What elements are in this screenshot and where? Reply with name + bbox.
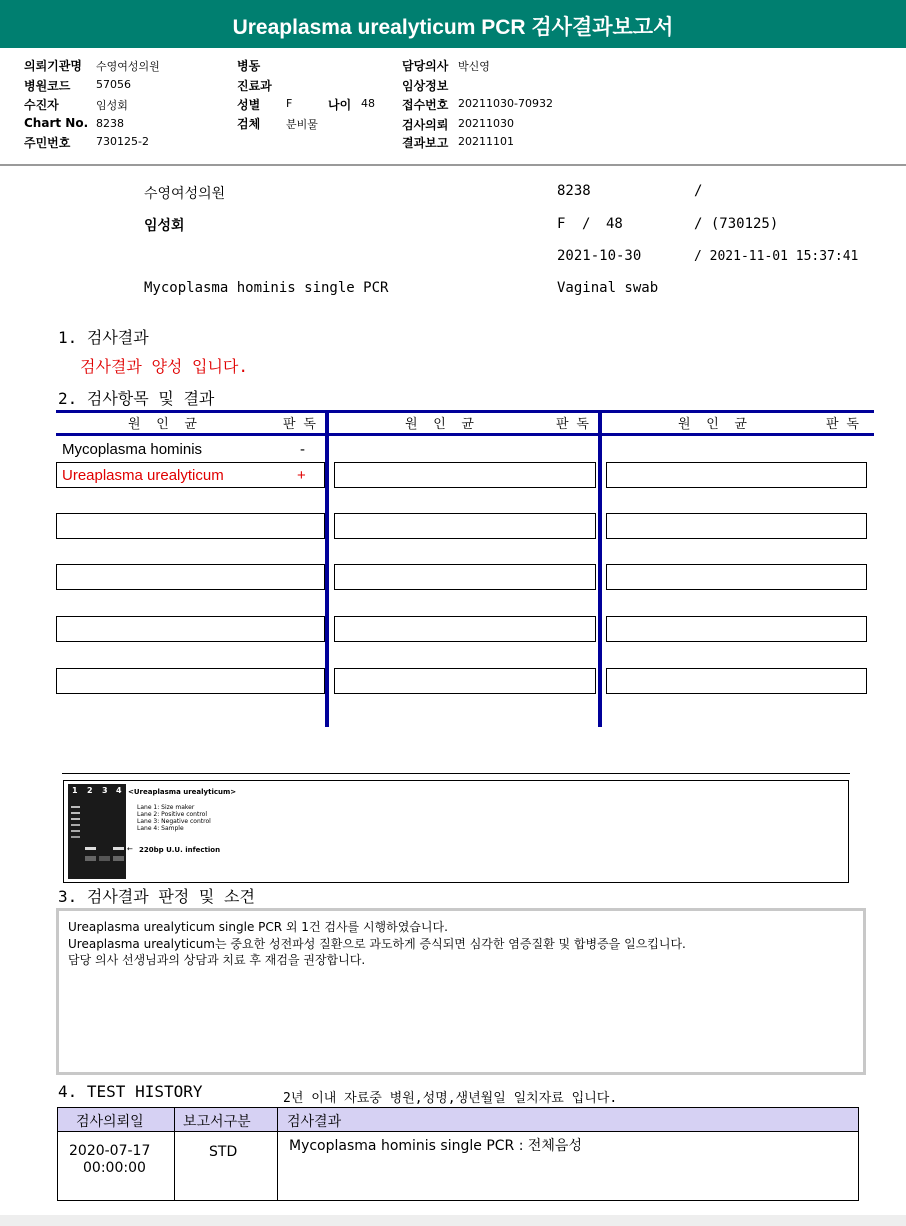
gel-band-label: 220bp U.U. infection [139, 846, 221, 854]
resident-no-value: 730125-2 [96, 135, 149, 148]
summary-report-datetime: / 2021-11-01 15:37:41 [694, 249, 859, 264]
gel-legend-4: Lane 4: Sample [137, 825, 184, 832]
receipt-no-value: 20211030-70932 [458, 97, 553, 110]
history-note: 2년 이내 자료중 병원,성명,생년월일 일치자료 입니다. [283, 1091, 618, 1106]
result-cell-1-5 [56, 616, 325, 642]
history-col-divider-1 [174, 1108, 175, 1200]
ward-label: 병동 [237, 59, 261, 73]
col-header-organism-1: 원 인 균 [128, 417, 197, 432]
section1-result: 검사결과 양성 입니다. [80, 357, 249, 376]
summary-sex: F [557, 216, 566, 232]
primer-dimer-band [85, 856, 96, 861]
patient-value: 임성회 [96, 99, 128, 112]
gel-legend-3: Lane 3: Negative control [137, 818, 211, 825]
gel-lane-1: 1 [72, 786, 78, 795]
summary-sex-age-separator: / [582, 216, 591, 232]
resident-no-label: 주민번호 [24, 136, 71, 150]
hospital-code-value: 57056 [96, 78, 131, 91]
result-cell-3-5 [606, 616, 867, 642]
ladder-band [71, 818, 80, 820]
conclusion-line-2: Ureaplasma urealyticum는 중요한 성전파성 질환으로 과도하게 증식되면 심각한 염증질환 및 합병증을 일으킵니다. [68, 937, 686, 951]
gel-title: <Ureaplasma urealyticum> [128, 788, 237, 796]
history-col-divider-2 [277, 1108, 278, 1200]
col-header-judge-2: 판 독 [556, 417, 589, 432]
result-cell-1-4 [56, 564, 325, 590]
summary-chart: 8238 [557, 183, 591, 199]
organism-judgement-2: + [297, 467, 306, 484]
section2-title: 2. 검사항목 및 결과 [58, 389, 215, 408]
age-value: 48 [361, 97, 375, 110]
gel-lane-4: 4 [116, 786, 122, 795]
table-divider-2 [598, 410, 602, 727]
conclusion-line-3: 담당 의사 선생님과의 상담과 치료 후 재검을 권장합니다. [68, 953, 366, 967]
age-label: 나이 [328, 98, 352, 112]
ladder-band [71, 824, 80, 826]
history-table [57, 1107, 859, 1201]
report-date-label: 결과보고 [402, 136, 449, 150]
request-date-label: 검사의뢰 [402, 118, 449, 132]
result-cell-2-4 [334, 564, 596, 590]
positive-control-band [85, 847, 96, 850]
history-row-type: STD [209, 1144, 238, 1160]
col-header-organism-3: 원 인 균 [678, 417, 747, 432]
summary-specimen: Vaginal swab [557, 280, 659, 296]
summary-request-date: 2021-10-30 [557, 248, 642, 264]
history-header-type: 보고서구분 [183, 1114, 251, 1130]
gel-image [68, 784, 126, 879]
section3-title: 3. 검사결과 판정 및 소견 [58, 887, 255, 906]
institution-label: 의뢰기관명 [24, 59, 82, 73]
gel-lane-2: 2 [87, 786, 93, 795]
history-header-date: 검사의뢰일 [76, 1114, 144, 1130]
report-date-value: 20211101 [458, 135, 514, 148]
section4-title: 4. TEST HISTORY [58, 1082, 203, 1101]
receipt-no-label: 접수번호 [402, 98, 449, 112]
summary-slash: / [694, 183, 703, 199]
patient-label: 수진자 [24, 98, 59, 112]
sex-value: F [286, 97, 293, 110]
history-header-result: 검사결과 [287, 1114, 342, 1130]
chart-no-label: Chart No. [24, 116, 89, 130]
summary-resident: / (730125) [694, 216, 779, 232]
section1-title: 1. 검사결과 [58, 328, 149, 347]
department-label: 진료과 [237, 79, 272, 93]
gel-lane-3: 3 [102, 786, 108, 795]
primer-dimer-band [113, 856, 124, 861]
organism-judgement-1: - [300, 441, 305, 458]
col-header-judge-3: 판 독 [826, 417, 859, 432]
request-date-value: 20211030 [458, 117, 514, 130]
ladder-band [71, 806, 80, 808]
report-title: Ureaplasma urealyticum PCR 검사결과보고서 [0, 0, 906, 48]
gel-legend-1: Lane 1: Size maker [137, 804, 195, 811]
history-row-time: 00:00:00 [83, 1160, 146, 1176]
sex-label: 성별 [237, 98, 261, 112]
gel-top-rule [62, 773, 850, 774]
history-header-row [58, 1108, 858, 1132]
doctor-value: 박신영 [458, 60, 490, 73]
chart-no-value: 8238 [96, 117, 124, 130]
primer-dimer-band [99, 856, 110, 861]
clinical-info-label: 임상정보 [402, 79, 449, 93]
result-cell-3-2 [606, 462, 867, 488]
summary-patient: 임성회 [144, 218, 185, 234]
organism-name-2: Ureaplasma urealyticum [62, 467, 224, 484]
history-row-date: 2020-07-17 [69, 1143, 151, 1159]
result-cell-2-6 [334, 668, 596, 694]
result-cell-3-4 [606, 564, 867, 590]
specimen-label: 검체 [237, 117, 261, 131]
specimen-value: 분비물 [286, 118, 318, 131]
history-row-result: Mycoplasma hominis single PCR : 전체음성 [289, 1138, 582, 1154]
result-cell-1-3 [56, 513, 325, 539]
patient-info-panel [0, 48, 906, 166]
result-cell-2-2 [334, 462, 596, 488]
result-cell-3-3 [606, 513, 867, 539]
sample-band [113, 847, 124, 850]
gel-legend-2: Lane 2: Positive control [137, 811, 208, 818]
conclusion-line-1: Ureaplasma urealyticum single PCR 외 1건 검사를 시행하였습니다. [68, 920, 448, 934]
organism-name-1: Mycoplasma hominis [62, 441, 203, 458]
page-footer-strip [0, 1215, 906, 1226]
result-cell-3-6 [606, 668, 867, 694]
result-cell-2-5 [334, 616, 596, 642]
ladder-band [71, 812, 80, 814]
summary-institution: 수영여성의원 [144, 186, 226, 202]
hospital-code-label: 병원코드 [24, 79, 71, 93]
col-header-organism-2: 원 인 균 [405, 417, 474, 432]
table-header-line [56, 433, 874, 436]
ladder-band [71, 830, 80, 832]
ladder-band [71, 836, 80, 838]
summary-age: 48 [606, 216, 623, 232]
doctor-label: 담당의사 [402, 59, 449, 73]
institution-value: 수영여성의원 [96, 60, 160, 73]
result-cell-1-6 [56, 668, 325, 694]
col-header-judge-1: 판 독 [283, 417, 316, 432]
summary-test-name: Mycoplasma hominis single PCR [144, 280, 389, 296]
gel-arrow-icon: ← [127, 845, 133, 853]
result-cell-2-3 [334, 513, 596, 539]
table-divider-1 [325, 410, 329, 727]
